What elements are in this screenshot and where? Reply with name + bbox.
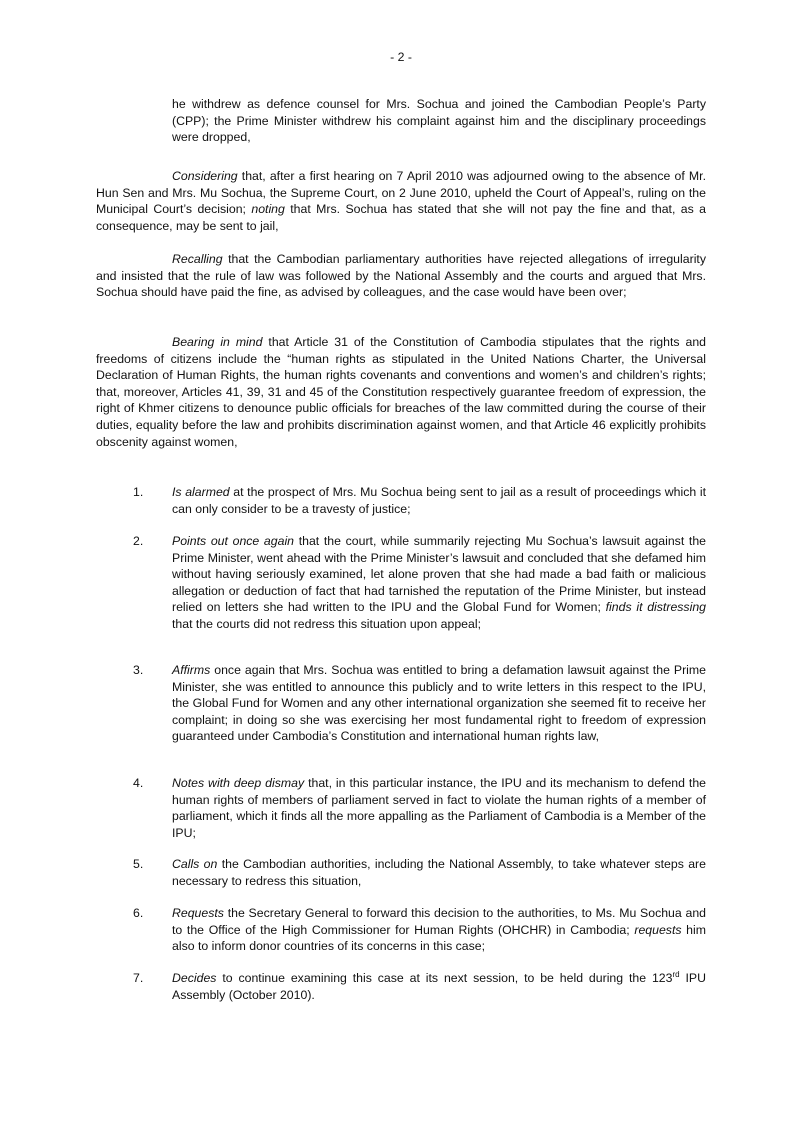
item-lead: Decides <box>172 971 217 985</box>
item-lead: Calls on <box>172 857 218 871</box>
item-text: that the courts did not redress this situation upon appeal; <box>172 616 481 631</box>
item-text: that, in this particular instance, the IPU and its mechanism to defend the human rights of members of parliament served in fact to violate the human rights of a member of parliament, which it finds all the more appalling as the Parliament of Cambodia is a Member of the IPU; <box>172 776 706 840</box>
item-number: 7. <box>133 971 144 985</box>
item-text: him also to inform donor countries of its concerns in this case; <box>172 922 706 954</box>
paragraph-emphasis: noting <box>251 202 285 217</box>
item-emphasis: finds it distressing <box>605 600 706 615</box>
item-number: 4. <box>133 776 144 790</box>
item-number: 1. <box>133 485 144 499</box>
item-lead: Notes with deep dismay <box>172 776 305 790</box>
item-text: the Cambodian authorities, including the National Assembly, to take whatever steps are necessary to redress this situation, <box>172 857 706 888</box>
item-lead: Affirms <box>172 663 211 677</box>
preamble-paragraph-considering <box>96 168 706 234</box>
item-number: 2. <box>133 534 144 548</box>
item-body <box>172 484 706 517</box>
item-text: IPU Assembly (October 2010). <box>172 971 706 1002</box>
paragraph-text: that Mrs. Sochua has stated that she will not pay the fine and that, as a consequence, may be sent to jail, <box>96 202 706 233</box>
item-lead: Is alarmed <box>172 485 230 499</box>
preamble-paragraph-bearing-in-mind <box>96 334 706 450</box>
item-body <box>172 905 706 955</box>
item-text: once again that Mrs. Sochua was entitled to bring a defamation lawsuit against the Prime Minister, she was entitled to announce this publicly and to write letters in this respect to the IPU, the Global Fund for Women and any other international organization she seemed fit to receive her complaint; in doing so she was exercising her most fundamental right to freedom of expression guaranteed under Cambodia’s Constitution and international human rights law, <box>172 663 706 744</box>
preamble-paragraph-recalling <box>96 251 706 301</box>
item-text: that the court, while summarily rejecting Mu Sochua’s lawsuit against the Prime Minister, went ahead with the Prime Minister’s lawsuit and concluded that she defamed him without having seriously examined, let alone proven that she had made a bad faith or malicious allegation or deduction of fact that had tarnished the reputation of the Prime Minister, but instead relied on letters she had written to the IPU and the Global Fund for Women; <box>172 534 707 615</box>
paragraph-text: that the Cambodian parliamentary authorities have rejected allegations of irregularity and insisted that the rule of law was followed by the National Assembly and the courts and argued that Mrs. Sochua should have paid the fine, as advised by colleagues, and the case would have been over; <box>96 252 706 300</box>
continuation-paragraph: he withdrew as defence counsel for Mrs. Sochua and joined the Cambodian People’s Party (CPP); the Prime Minister withdrew his complaint against him and the disciplinary proceedings were dropped, <box>172 97 706 145</box>
item-body <box>172 856 706 889</box>
item-number: 3. <box>133 663 144 677</box>
item-body <box>172 533 706 633</box>
item-lead: Points out once again <box>172 534 295 548</box>
paragraph-text: that, after a first hearing on 7 April 2010 was adjourned owing to the absence of Mr. Hun Sen and Mrs. Mu Sochua, the Supreme Court, on 2 June 2010, upheld the Court of Appeal’s, ruling on the Municipal Court’s decision; <box>96 169 706 217</box>
item-text: at the prospect of Mrs. Mu Sochua being sent to jail as a result of proceedings which it can only consider to be a travesty of justice; <box>172 485 706 516</box>
paragraph-text: that Article 31 of the Constitution of Cambodia stipulates that the rights and freedoms of citizens include the “human rights as stipulated in the United Nations Charter, the Universal Declaration of Human Rights, the human rights covenants and conventions and women’s and children’s rights; that, moreover, Articles 41, 39, 31 and 45 of the Constitution respectively guarantee freedom of expression, the right of Khmer citizens to denounce public officials for breaches of the law committed during the course of their duties, equality before the law and prohibits discrimination against women, and that Article 46 explicitly prohibits obscenity against women, <box>96 335 706 449</box>
item-body <box>172 775 706 841</box>
item-number: 5. <box>133 857 144 871</box>
ordinal-suffix: rd <box>672 969 680 979</box>
paragraph-lead: Considering <box>172 169 238 183</box>
page-number: - 2 - <box>390 50 412 64</box>
item-body <box>172 970 706 1003</box>
item-lead: Requests <box>172 906 224 920</box>
paragraph-lead: Recalling <box>172 252 223 266</box>
paragraph-lead: Bearing in mind <box>172 335 263 349</box>
item-text: the Secretary General to forward this decision to the authorities, to Ms. Mu Sochua and to the Office of the High Commissioner for Human Rights (OHCHR) in Cambodia; <box>172 906 706 937</box>
item-emphasis: requests <box>634 922 682 937</box>
item-text: to continue examining this case at its next session, to be held during the 123 <box>216 971 673 985</box>
item-number: 6. <box>133 906 144 920</box>
item-body <box>172 662 706 745</box>
